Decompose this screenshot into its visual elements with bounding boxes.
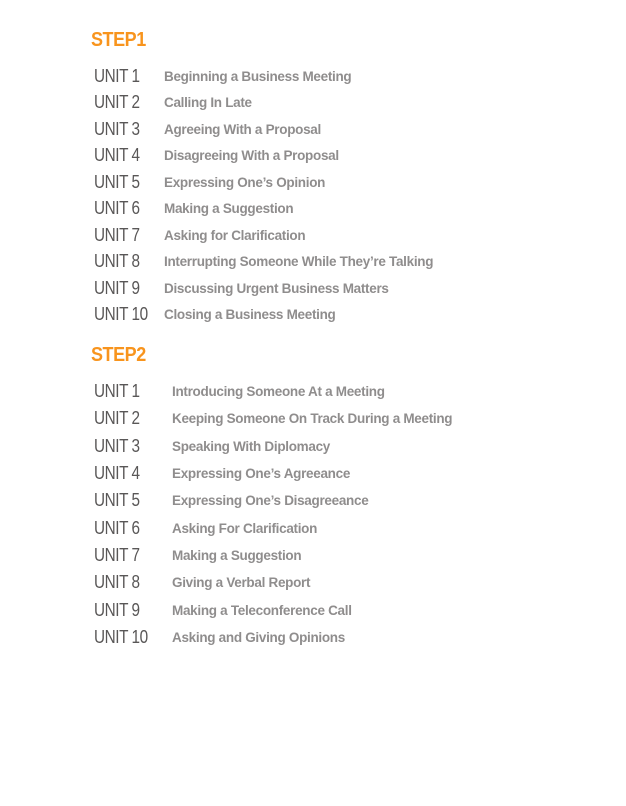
unit-row	[91, 169, 606, 196]
unit-label: UNIT 10	[94, 626, 148, 647]
unit-row	[91, 222, 606, 249]
unit-title: Asking and Giving Opinions	[172, 629, 345, 645]
unit-label: UNIT 2	[94, 408, 140, 429]
step1-header	[91, 30, 606, 50]
step1-unit-list	[91, 63, 606, 328]
unit-title: Giving a Verbal Report	[172, 575, 311, 591]
unit-label: UNIT 4	[94, 463, 140, 484]
unit-row	[91, 116, 606, 143]
unit-label: UNIT 6	[94, 517, 140, 538]
unit-label: UNIT 1	[94, 65, 140, 86]
step1-header-text: STEP1	[91, 29, 146, 51]
unit-row	[91, 569, 606, 596]
unit-label: UNIT 5	[94, 171, 140, 192]
unit-label: UNIT 8	[94, 251, 140, 272]
unit-title: Making a Suggestion	[164, 201, 294, 217]
unit-row	[91, 63, 606, 90]
unit-title: Calling In Late	[164, 95, 252, 111]
unit-row	[91, 460, 606, 487]
unit-title: Keeping Someone On Track During a Meeting	[172, 411, 453, 427]
unit-title: Expressing One’s Agreeance	[172, 466, 351, 482]
step2-unit-list	[91, 378, 606, 651]
unit-title: Agreeing With a Proposal	[164, 121, 321, 137]
unit-title: Interrupting Someone While They’re Talking	[164, 254, 434, 270]
unit-label: UNIT 4	[94, 145, 140, 166]
unit-title: Beginning a Business Meeting	[164, 68, 352, 84]
unit-row	[91, 302, 606, 329]
unit-row	[91, 487, 606, 514]
unit-label: UNIT 10	[94, 304, 148, 325]
unit-row	[91, 433, 606, 460]
unit-title: Speaking With Diplomacy	[172, 438, 331, 454]
unit-title: Closing a Business Meeting	[164, 307, 336, 323]
step2-header-text: STEP2	[91, 344, 146, 366]
unit-row	[91, 596, 606, 623]
unit-title: Asking for Clarification	[164, 227, 306, 243]
unit-title: Discussing Urgent Business Matters	[164, 280, 389, 296]
unit-row	[91, 275, 606, 302]
unit-label: UNIT 9	[94, 599, 140, 620]
unit-title: Introducing Someone At a Meeting	[172, 384, 385, 400]
unit-label: UNIT 3	[94, 118, 140, 139]
unit-title: Making a Teleconference Call	[172, 602, 352, 618]
unit-row	[91, 624, 606, 651]
unit-row	[91, 196, 606, 223]
unit-title: Asking For Clarification	[172, 520, 318, 536]
unit-label: UNIT 2	[94, 92, 140, 113]
step1-section	[91, 30, 606, 328]
unit-label: UNIT 9	[94, 277, 140, 298]
unit-label: UNIT 7	[94, 224, 140, 245]
unit-row	[91, 143, 606, 170]
unit-label: UNIT 8	[94, 572, 140, 593]
step2-header	[91, 345, 606, 365]
unit-label: UNIT 5	[94, 490, 140, 511]
unit-label: UNIT 3	[94, 435, 140, 456]
unit-row	[91, 542, 606, 569]
unit-title: Making a Suggestion	[172, 547, 302, 563]
unit-title: Expressing One’s Disagreeance	[172, 493, 369, 509]
unit-row	[91, 378, 606, 405]
unit-title: Disagreeing With a Proposal	[164, 148, 339, 164]
unit-label: UNIT 6	[94, 198, 140, 219]
step2-section	[91, 345, 606, 651]
unit-row	[91, 405, 606, 432]
unit-row	[91, 514, 606, 541]
unit-label: UNIT 7	[94, 544, 140, 565]
unit-row	[91, 249, 606, 276]
unit-label: UNIT 1	[94, 381, 140, 402]
unit-row	[91, 90, 606, 117]
unit-title: Expressing One’s Opinion	[164, 174, 326, 190]
